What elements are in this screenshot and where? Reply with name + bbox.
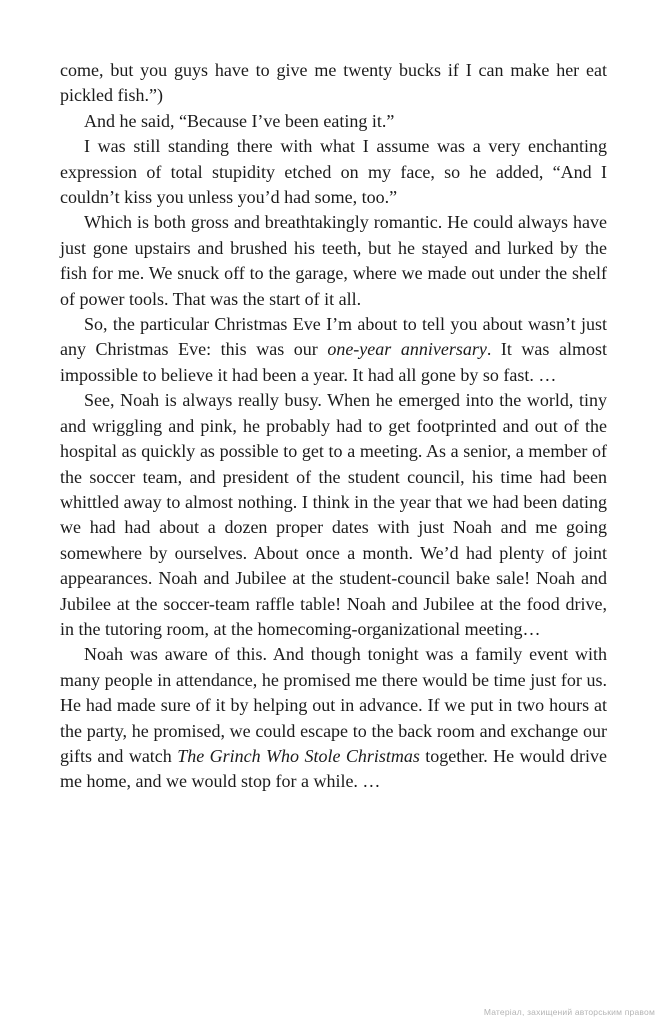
paragraph [60, 642, 607, 794]
text-run: See, Noah is always really busy. When he emerged into the world, tiny and wriggling and pink, he probably had to get footprinted and out of the hospital as quickly as possible to get to a meeting. As a senior, a member of the soccer team, and president of the student council, his time had been whittled away to almost nothing. I think in the year that we had been dating we had had about a dozen proper dates with just Noah and me going somewhere by ourselves. About once a month. We’d had plenty of joint appearances. Noah and Jubilee at the student-council bake sale! Noah and Jubilee at the soccer-team raffle table! Noah and Jubilee at the food drive, in the tutoring room, at the homecoming-organizational meeting… [60, 390, 607, 639]
paragraph [60, 312, 607, 388]
paragraph [60, 58, 607, 109]
copyright-notice: Матеріал, захищений авторським правом [483, 1007, 655, 1017]
body-text [60, 58, 607, 795]
text-run: . It was almost impossible to believe it had been a year. It had all gone by so fast. … [60, 339, 607, 385]
text-run: together. He would drive me home, and we would stop for a while. … [60, 745, 607, 792]
text-run: So, the particular Christmas Eve I’m about to tell you about wasn’t just any Christmas Eve: this was our [60, 314, 607, 360]
text-run: Noah was aware of this. And though tonight was a family event with many people in attendance, he promised me there would be time just for us. He had made sure of it by helping out in advance. If we put in two hours at the party, he promised, we could escape to the back room and exchange our gifts and watch [60, 644, 607, 766]
paragraph [60, 134, 607, 210]
paragraph [60, 210, 607, 312]
italic-text-run: one-year anniversary [327, 339, 487, 360]
text-run: come, but you guys have to give me twenty bucks if I can make her eat pickled fish.”) [60, 60, 607, 106]
text-run: And he said, “Because I’ve been eating it.” [84, 110, 395, 131]
paragraph [60, 109, 607, 134]
italic-text-run: The Grinch Who Stole Christmas [177, 745, 420, 766]
text-run: I was still standing there with what I assume was a very enchanting expression of total stupidity etched on my face, so he added, “And I couldn’t kiss you unless you’d had some, too.” [60, 136, 607, 208]
text-run: Which is both gross and breathtakingly romantic. He could always have just gone upstairs and brushed his teeth, but he stayed and lurked by the fish for me. We snuck off to the garage, where we made out under the shelf of power tools. That was the start of it all. [60, 212, 607, 309]
paragraph [60, 388, 607, 642]
